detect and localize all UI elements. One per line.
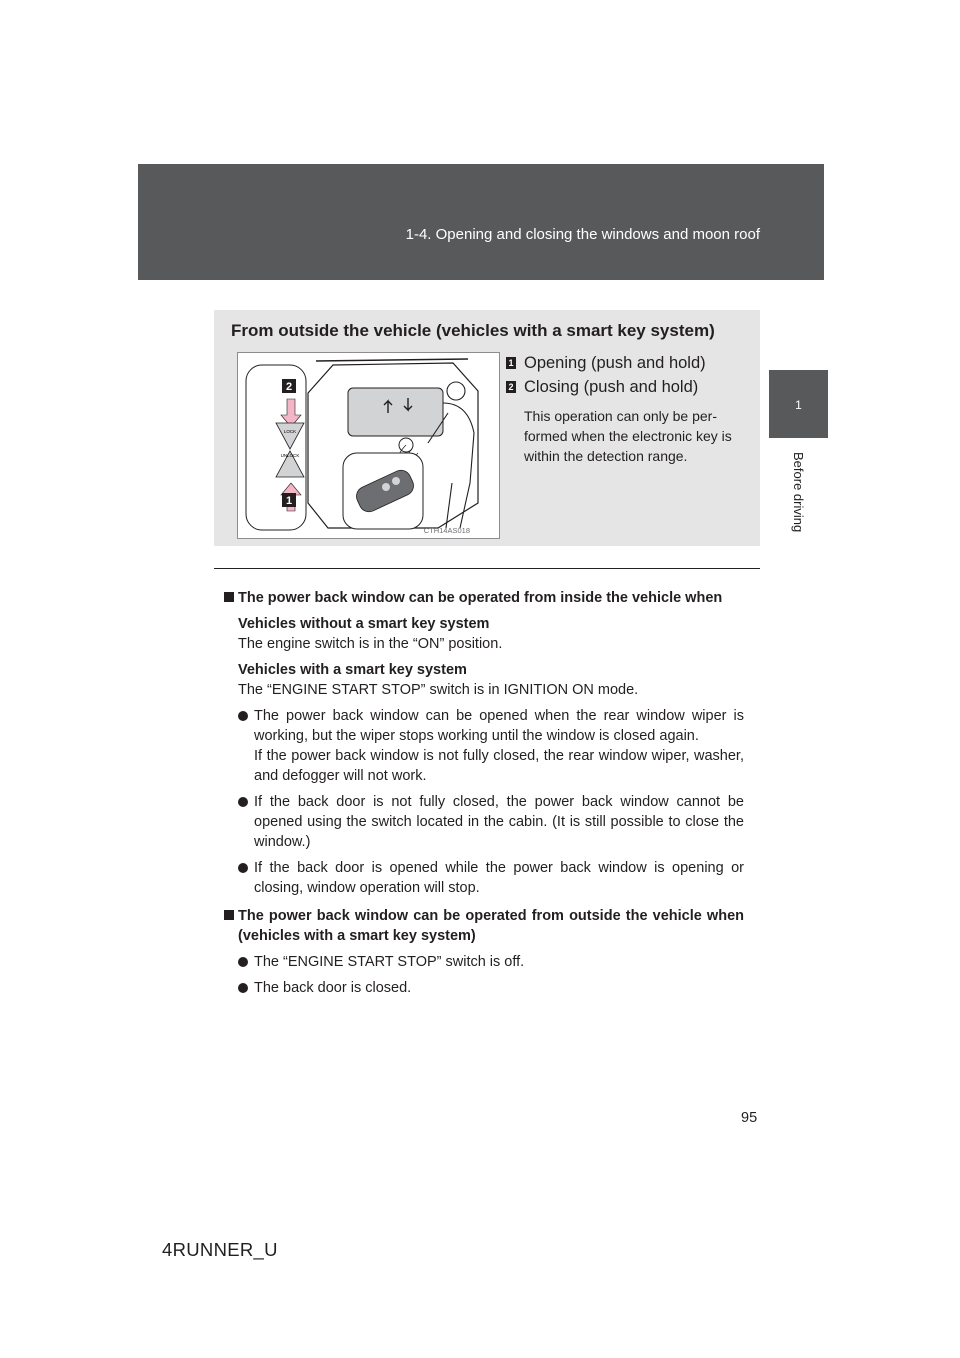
panel-note: This operation can only be per-formed when the electronic key is within the detection range. [524, 408, 732, 464]
bullet-icon [238, 797, 248, 807]
person-head [447, 382, 465, 400]
list-item: If the back door is not fully closed, the power back window cannot be opened using the switch located in the cabin. (It is still possible to close the window.) [224, 792, 744, 852]
person-figure [443, 403, 474, 528]
subsection [224, 660, 744, 700]
list-item: If the back door is opened while the power back window is opening or closing, window operation will stop. [224, 858, 744, 898]
list-item: The “ENGINE START STOP” switch is off. [224, 952, 744, 972]
subsection-text: The “ENGINE START STOP” switch is in IGNITION ON mode. [238, 682, 639, 698]
square-bullet-icon [224, 910, 234, 920]
marker-2-label: 2 [285, 381, 293, 393]
chapter-tab [769, 370, 828, 438]
marker-1-label: 1 [285, 495, 293, 507]
key-button-icon [382, 483, 390, 491]
step-opening [506, 354, 706, 373]
step-label: Closing (push and hold) [524, 378, 699, 396]
subsection-text: The engine switch is in the “ON” position. [238, 636, 503, 652]
step-label: Opening (push and hold) [524, 354, 706, 372]
vehicle-illustration [237, 352, 500, 539]
bullet-icon [238, 711, 248, 721]
key-button-icon [392, 477, 400, 485]
image-code: CTH14AS018 [423, 526, 470, 535]
bullet-icon [238, 983, 248, 993]
subsection-title: Vehicles with a smart key system [238, 662, 467, 678]
chapter-number: 1 [795, 398, 802, 412]
lock-button-label: LOCK [283, 429, 297, 434]
section-heading: The power back window can be operated from inside the vehicle when [224, 588, 744, 608]
list-item: The power back window can be opened when the rear window wiper is working, but the wiper stops working until the window is closed again. If the power back window is not fully closed, the rear window wiper, washer, and defogger will not work. [224, 706, 744, 786]
subsection-title: Vehicles without a smart key system [238, 616, 490, 632]
section-title: 1-4. Opening and closing the windows and moon roof [405, 226, 760, 243]
unlock-button-label: UNLOCK [280, 453, 300, 458]
body-text [224, 588, 744, 998]
panel-title: From outside the vehicle (vehicles with a smart key system) [231, 321, 715, 340]
subsection [224, 614, 744, 654]
section-heading: The power back window can be operated from outside the vehicle when (vehicles with a smart key system) [224, 906, 744, 946]
chapter-label: Before driving [791, 452, 806, 533]
square-bullet-icon [224, 592, 234, 602]
step-closing [506, 378, 698, 397]
info-panel [214, 310, 760, 546]
list-item: The back door is closed. [224, 978, 744, 998]
divider [214, 568, 760, 569]
step-number: 1 [506, 357, 516, 369]
vehicle-illustration-drawing [238, 353, 499, 538]
footer-code: 4RUNNER_U [162, 1239, 278, 1260]
bullet-icon [238, 863, 248, 873]
switch-callout [246, 365, 306, 530]
step-number: 2 [506, 381, 516, 393]
page-number: 95 [741, 1110, 758, 1126]
header-band [138, 164, 824, 280]
bullet-icon [238, 957, 248, 967]
back-window [348, 388, 443, 436]
roof-rack [316, 359, 468, 361]
